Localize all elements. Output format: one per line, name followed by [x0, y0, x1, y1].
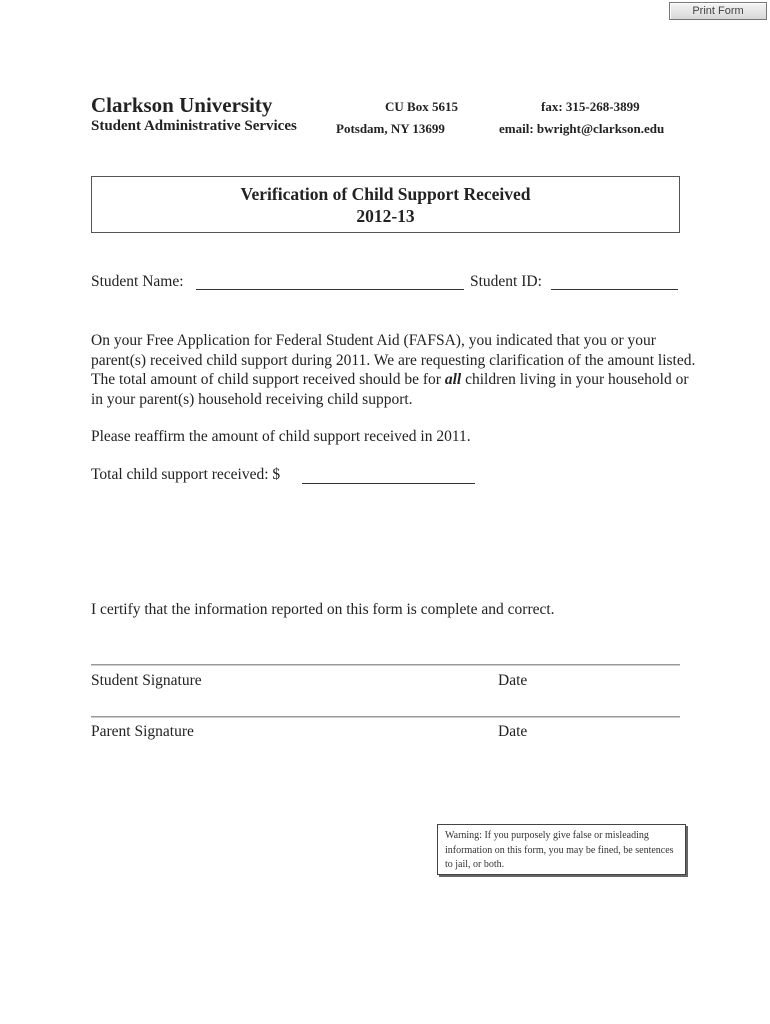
warning-box: Warning: If you purposely give false or misleading information on this form, you may be fined, be sentences to jail, or both. [437, 824, 686, 875]
email-address: email: bwright@clarkson.edu [499, 121, 665, 136]
student-name-field[interactable] [196, 289, 464, 290]
instructions-text-start: On your Free Application for Federal Student Aid (FAFSA), you indicated that you or your parent(s) received child support during 2011. We are requesting clarification of the amount listed. The total amount of child support received should be for [91, 332, 696, 388]
parent-signature-label: Parent Signature [91, 723, 194, 740]
address-box: CU Box 5615 [385, 99, 458, 114]
instructions-paragraph [91, 331, 701, 409]
reaffirm-text: Please reaffirm the amount of child support received in 2011. [91, 428, 471, 445]
fax-number: fax: 315-268-3899 [541, 99, 640, 114]
student-name-label: Student Name: [91, 273, 184, 290]
university-name: Clarkson University [91, 93, 273, 117]
form-year: 2012-13 [356, 206, 415, 226]
form-title-box [91, 176, 680, 233]
student-signature-label: Student Signature [91, 672, 202, 689]
student-id-label: Student ID: [470, 273, 542, 290]
total-support-label: Total child support received: $ [91, 466, 281, 483]
department-name: Student Administrative Services [91, 118, 297, 134]
print-form-button[interactable]: Print Form [669, 2, 767, 20]
student-date-label: Date [498, 672, 528, 689]
certify-text: I certify that the information reported on this form is complete and correct. [91, 601, 555, 618]
instructions-emphasis: all [444, 371, 462, 388]
parent-signature-line[interactable] [91, 716, 680, 718]
student-signature-line[interactable] [91, 664, 680, 666]
instructions-text-end: children living in your household or in your parent(s) household receiving child support. [91, 371, 689, 408]
form-title: Verification of Child Support Received [240, 184, 531, 204]
address-city: Potsdam, NY 13699 [336, 121, 445, 136]
parent-date-label: Date [498, 723, 528, 740]
total-support-field[interactable] [302, 483, 475, 484]
student-id-field[interactable] [551, 289, 678, 290]
